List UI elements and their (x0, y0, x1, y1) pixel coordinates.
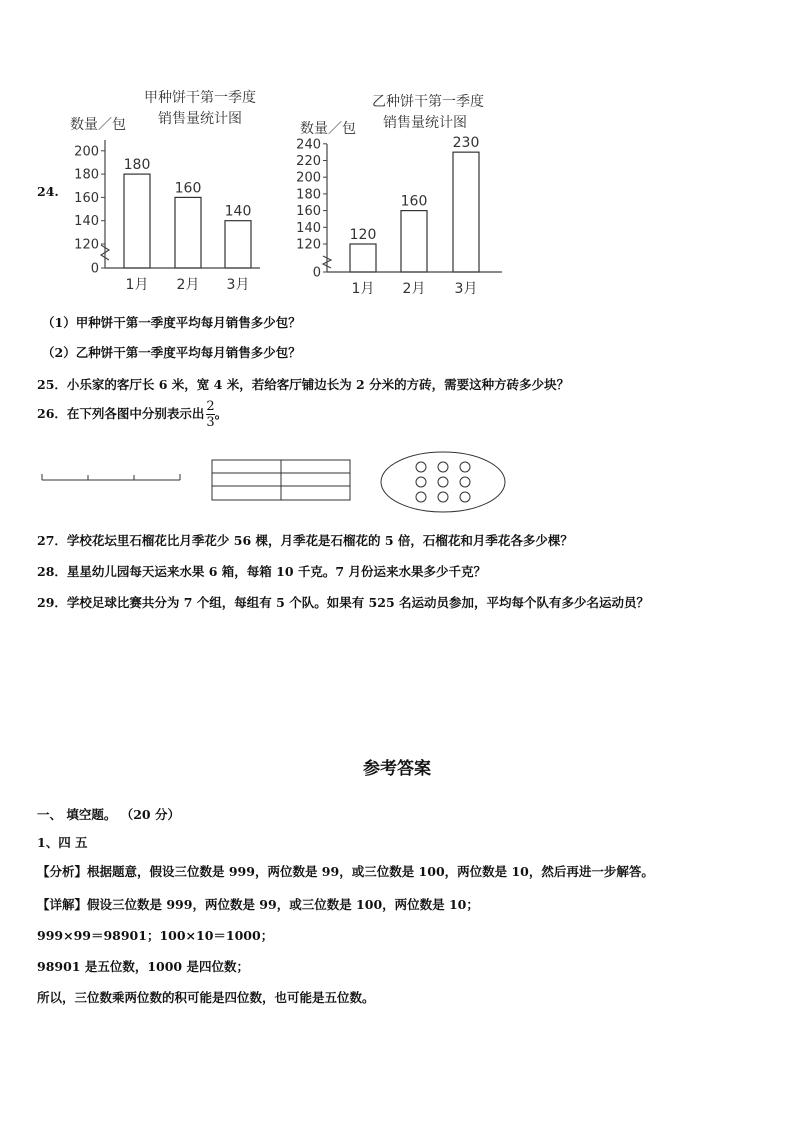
question-number-24: 24. (37, 184, 59, 199)
bar-chart-jia (55, 82, 290, 297)
question-28: 28．星星幼儿园每天运来水果 6 箱，每箱 10 千克。7 月份运来水果多少千克？ (37, 564, 486, 579)
question-29: 29．学校足球比赛共分为 7 个组，每组有 5 个队。如果有 525 名运动员参加，平均每个队有多少名运动员？ (37, 595, 649, 610)
y-tick-label: 220 (296, 154, 321, 169)
question-26-text: 26．在下列各图中分别表示出 (37, 406, 205, 421)
fraction-numerator: 2 (206, 399, 215, 414)
chart-title-line1: 甲种饼干第一季度 (144, 90, 256, 106)
x-category-label: 3月 (454, 281, 478, 297)
x-category-label: 2月 (402, 281, 426, 297)
y-tick-label: 160 (74, 190, 99, 206)
bar-value-label: 180 (123, 157, 151, 174)
x-category-label: 2月 (176, 277, 200, 293)
question-25: 25．小乐家的客厅长 6 米，宽 4 米，若给客厅铺边长为 2 分米的方砖，需要这种方砖多少块？ (37, 377, 570, 392)
answer-item-1: 1、四 五 (37, 835, 88, 850)
bar-value-label: 230 (452, 135, 480, 152)
rectangle-grid-figure (210, 458, 355, 504)
y-tick-label: 200 (296, 170, 321, 186)
ellipse-circles-figure (378, 448, 518, 518)
bar (453, 152, 479, 272)
bar-value-label: 160 (174, 180, 202, 197)
question-27: 27．学校花坛里石榴花比月季花少 56 棵，月季花是石榴花的 5 倍，石榴花和月季花各多少棵？ (37, 533, 573, 548)
axis-break (323, 256, 331, 268)
bar (350, 244, 376, 272)
y-tick-label: 0 (90, 261, 99, 277)
bar (401, 211, 427, 272)
bar-value-label: 140 (224, 203, 252, 220)
answers-title: 参考答案 (363, 759, 431, 779)
x-category-label: 1月 (351, 281, 375, 297)
question-24-sub2: （2）乙种饼干第一季度平均每月销售多少包？ (42, 345, 301, 360)
chart-ylabel: 数量／包 (70, 117, 126, 133)
segmented-line-figure (38, 450, 188, 490)
bar (175, 197, 201, 268)
y-tick-label: 200 (74, 144, 99, 160)
y-tick-label: 180 (296, 187, 321, 203)
bar-chart-yi (290, 86, 515, 301)
bar-value-label: 160 (400, 193, 428, 210)
bar (225, 221, 251, 268)
answer-conclusion: 所以，三位数乘两位数的积可能是四位数，也可能是五位数。 (37, 990, 375, 1005)
bar-value-label: 120 (349, 227, 377, 243)
y-tick-label: 120 (296, 237, 321, 253)
x-category-label: 3月 (226, 277, 250, 293)
answer-digit-count: 98901 是五位数，1000 是四位数； (37, 959, 249, 974)
answer-analysis: 【分析】根据题意，假设三位数是 999，两位数是 99，或三位数是 100，两位数是 10，然后再进一步解答。 (37, 864, 654, 879)
fraction-denominator: 3 (206, 415, 215, 430)
y-tick-label: 0 (312, 265, 321, 281)
y-tick-label: 180 (74, 167, 99, 183)
bar (124, 174, 150, 268)
fraction-two-thirds (206, 400, 214, 429)
y-tick-label: 160 (296, 204, 321, 220)
y-tick-label: 120 (74, 237, 99, 253)
y-tick-label: 140 (296, 220, 321, 236)
answer-detail: 【详解】假设三位数是 999，两位数是 99，或三位数是 100，两位数是 10； (37, 897, 479, 912)
question-26 (37, 400, 227, 429)
chart-title-line2: 销售量统计图 (383, 115, 467, 131)
y-tick-label: 240 (296, 137, 321, 153)
question-24-sub1: （1）甲种饼干第一季度平均每月销售多少包？ (42, 315, 301, 330)
axis-break (101, 245, 109, 260)
chart-ylabel: 数量／包 (300, 121, 356, 137)
chart-title-line2: 销售量统计图 (158, 111, 242, 127)
y-tick-label: 140 (74, 214, 99, 230)
chart-title-line1: 乙种饼干第一季度 (372, 94, 484, 110)
answers-section-heading: 一、 填空题。 （20 分） (37, 807, 180, 822)
answer-calculation: 999×99＝98901；100×10＝1000； (37, 928, 274, 943)
x-category-label: 1月 (125, 277, 149, 293)
question-26-tail: 。 (214, 406, 228, 421)
